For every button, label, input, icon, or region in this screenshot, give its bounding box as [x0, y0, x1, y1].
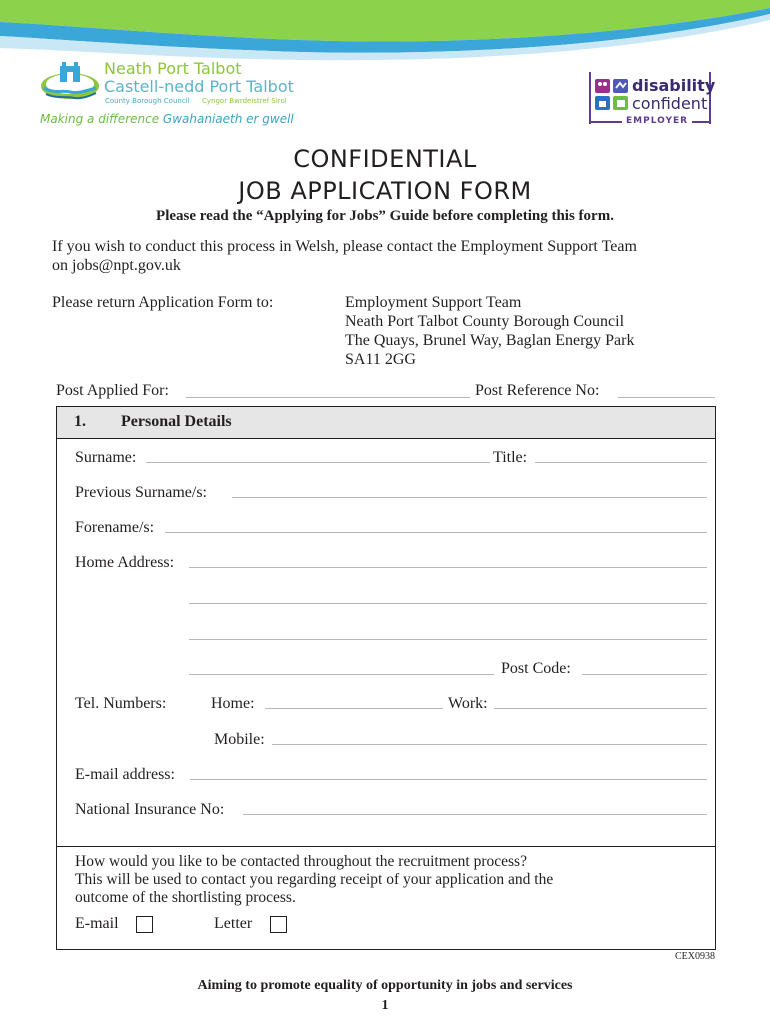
welsh-note-line-2: on jobs@npt.gov.uk	[52, 257, 181, 274]
email-field[interactable]	[190, 779, 707, 780]
post-code-field[interactable]	[582, 674, 707, 675]
return-address-line-2: Neath Port Talbot County Borough Council	[345, 313, 625, 330]
previous-surname-field[interactable]	[232, 497, 707, 498]
work-phone-field[interactable]	[494, 708, 707, 709]
ni-label: National Insurance No:	[75, 801, 225, 818]
logo-title-en: Neath Port Talbot	[104, 59, 242, 78]
email-label: E-mail address:	[75, 766, 175, 783]
return-address-line-3: The Quays, Brunel Way, Baglan Energy Park	[345, 332, 635, 349]
post-reference-field[interactable]	[618, 397, 715, 398]
motto-cy: Gwahaniaeth er gwell	[162, 112, 294, 126]
home-address-field-2[interactable]	[189, 603, 707, 604]
badge-line-1: disability	[632, 76, 716, 95]
contact-question-line-2: This will be used to contact you regarding receipt of your application and the	[75, 871, 554, 888]
surname-label: Surname:	[75, 449, 137, 466]
home-address-field-3[interactable]	[189, 639, 707, 640]
forename-label: Forename/s:	[75, 519, 155, 536]
page-number: 1	[381, 998, 389, 1013]
home-address-label: Home Address:	[75, 554, 175, 571]
contact-divider	[57, 846, 715, 847]
welsh-note-line-1: If you wish to conduct this process in Welsh, please contact the Employment Support Team	[52, 238, 637, 255]
post-code-label: Post Code:	[501, 660, 571, 677]
home-phone-field[interactable]	[265, 708, 443, 709]
form-code: CEX0938	[675, 951, 715, 962]
email-checkbox[interactable]	[136, 916, 153, 933]
return-address-line-4: SA11 2GG	[345, 351, 416, 368]
disability-confident-icon	[594, 78, 630, 112]
email-option-label: E-mail	[75, 915, 119, 932]
forename-field[interactable]	[165, 532, 707, 533]
home-phone-label: Home:	[211, 695, 255, 712]
previous-surname-label: Previous Surname/s:	[75, 484, 207, 501]
mobile-label: Mobile:	[214, 731, 265, 748]
post-reference-label: Post Reference No:	[475, 382, 600, 399]
contact-question-line-1: How would you like to be contacted throughout the recruitment process?	[75, 853, 527, 870]
home-address-field-1[interactable]	[189, 567, 707, 568]
badge-line-2: confident	[632, 94, 708, 113]
surname-field[interactable]	[146, 462, 490, 463]
equality-slogan: Aiming to promote equality of opportunity in jobs and services	[197, 978, 573, 993]
form-title-main: JOB APPLICATION FORM	[238, 177, 532, 205]
logo-subtitle-en: County Borough Council	[105, 97, 190, 105]
work-phone-label: Work:	[448, 695, 488, 712]
contact-question-line-3: outcome of the shortlisting process.	[75, 889, 296, 906]
tel-numbers-label: Tel. Numbers:	[75, 695, 167, 712]
badge-employer-label: EMPLOYER	[622, 116, 692, 126]
form-title-confidential: CONFIDENTIAL	[293, 145, 477, 173]
section-title: Personal Details	[121, 413, 232, 430]
logo-subtitle-cy: Cyngor Bwrdeistref Sirol	[202, 97, 287, 105]
letter-option-label: Letter	[214, 915, 253, 932]
council-motto	[40, 112, 294, 126]
council-crest-icon	[40, 58, 100, 102]
motto-en: Making a difference	[40, 112, 160, 126]
logo-title-cy: Castell-nedd Port Talbot	[104, 77, 294, 96]
header-wave-graphic	[0, 0, 770, 62]
ni-field[interactable]	[243, 814, 707, 815]
return-address-line-1: Employment Support Team	[345, 294, 522, 311]
home-address-field-4[interactable]	[189, 674, 494, 675]
return-label: Please return Application Form to:	[52, 294, 274, 311]
post-applied-label: Post Applied For:	[56, 382, 169, 399]
title-label: Title:	[493, 449, 528, 466]
title-field[interactable]	[535, 462, 707, 463]
section-number: 1.	[74, 413, 86, 430]
post-applied-field[interactable]	[186, 397, 470, 398]
letter-checkbox[interactable]	[270, 916, 287, 933]
guide-note: Please read the “Applying for Jobs” Guide before completing this form.	[156, 208, 614, 224]
mobile-field[interactable]	[272, 744, 707, 745]
